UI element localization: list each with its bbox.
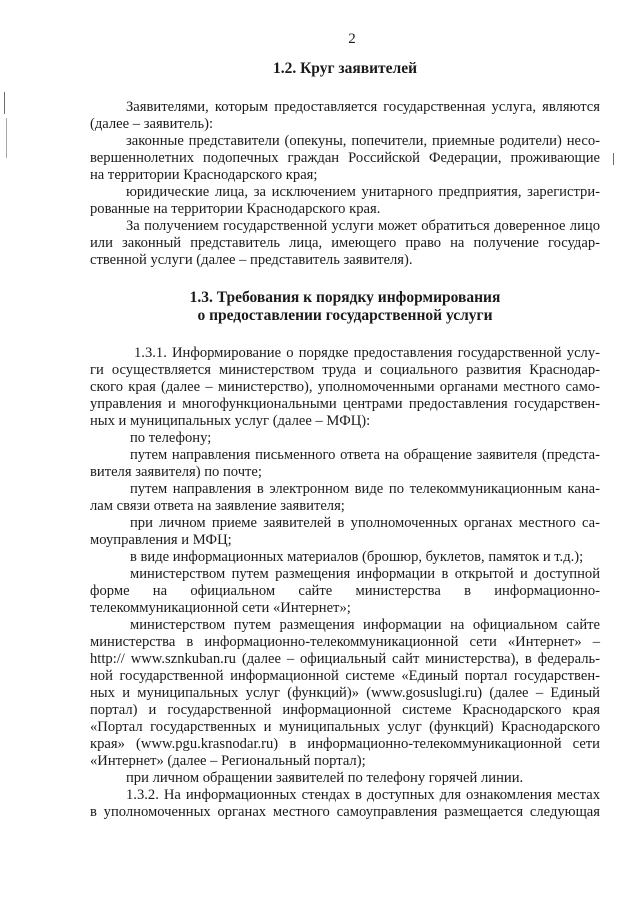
- paragraph-line: министерством путем размещения информации на официальном сайте: [130, 617, 600, 633]
- paragraph-line: «Портал государственных и муниципальных услуг (функций) Краснодарского: [90, 719, 600, 735]
- paragraph-line: края» (www.pgu.krasnodar.ru) в информационно-телекоммуникационной сети: [90, 736, 600, 752]
- paragraph-line: ных и муниципальных услуг (функций)» (www.gosuslugi.ru) (далее – Единый: [90, 685, 600, 701]
- paragraph-line: ных и муниципальных услуг (далее – МФЦ):: [90, 413, 371, 429]
- paragraph-line: на территории Краснодарского края;: [90, 167, 318, 183]
- paragraph-line: вителя заявителя) по почте;: [90, 464, 262, 480]
- paragraph-line: http:// www.sznkuban.ru (далее – официальный сайт министерства), в федераль-: [90, 651, 600, 667]
- paragraph-line: в виде информационных материалов (брошюр, буклетов, памяток и т.д.);: [130, 549, 584, 565]
- scan-edge-mark-right: [613, 153, 614, 165]
- paragraph-line: лам связи ответа на заявление заявителя;: [90, 498, 345, 514]
- paragraph-line: по телефону;: [130, 430, 212, 446]
- scan-edge-mark-left: [4, 92, 5, 114]
- paragraph-line: министерством путем размещения информации в открытой и доступной: [130, 566, 600, 582]
- paragraph-line: ственной услуги (далее – представитель заявителя).: [90, 252, 413, 268]
- paragraph-line: путем направления в электронном виде по телекоммуникационным кана-: [130, 481, 600, 497]
- paragraph-line: или законный представитель лица, имеющего право на получение государ-: [90, 235, 600, 251]
- paragraph-line: законные представители (опекуны, попечители, приемные родители) несо-: [126, 133, 600, 149]
- paragraph-line: рованные на территории Краснодарского края.: [90, 201, 381, 217]
- paragraph-line: юридические лица, за исключением унитарного предприятия, зарегистри-: [126, 184, 600, 200]
- paragraph-line: портал) и государственной информационной системе Краснодарского края: [90, 702, 600, 718]
- paragraph-line: при личном приеме заявителей в уполномоченных органах местного са-: [130, 515, 600, 531]
- paragraph-line: управления и многофункциональными центрами предоставления государствен-: [90, 396, 600, 412]
- paragraph-line: За получением государственной услуги может обратиться доверенное лицо: [126, 218, 600, 234]
- paragraph-line: путем направления письменного ответа на обращение заявителя (предста-: [130, 447, 600, 463]
- paragraph-line: министерства в информационно-телекоммуникационной сети «Интернет» –: [90, 634, 600, 650]
- paragraph-line: вершеннолетних подопечных граждан Российской Федерации, проживающие: [90, 150, 600, 166]
- paragraph-line: телекоммуникационной сети «Интернет»;: [90, 600, 351, 616]
- scan-edge-mark-left-2: [6, 118, 7, 158]
- paragraph-line: при личном обращении заявителей по телефону горячей линии.: [126, 770, 524, 786]
- paragraph-line: моуправления и МФЦ;: [90, 532, 232, 548]
- paragraph-line: Заявителями, которым предоставляется государственная услуга, являются: [126, 99, 600, 115]
- page-number: 2: [348, 31, 356, 47]
- section-heading-1-3-line1: 1.3. Требования к порядку информирования: [189, 289, 501, 306]
- paragraph-line: «Интернет» (далее – Региональный портал);: [90, 753, 366, 769]
- section-heading-1-2: 1.2. Круг заявителей: [272, 60, 418, 77]
- paragraph-line: форме на официальном сайте министерства в информационно-: [90, 583, 600, 599]
- paragraph-line: 1.3.1. Информирование о порядке предоставления государственной услу-: [134, 345, 600, 361]
- paragraph-line: ги осуществляется министерством труда и социального развития Краснодар-: [90, 362, 600, 378]
- section-heading-1-3-line2: о предоставлении государственной услуги: [197, 307, 493, 324]
- paragraph-line: ского края (далее – министерство), уполномоченными органами местного само-: [90, 379, 600, 395]
- paragraph-line: 1.3.2. На информационных стендах в доступных для ознакомления местах: [126, 787, 600, 803]
- paragraph-line: (далее – заявитель):: [90, 116, 214, 132]
- paragraph-line: в уполномоченных органах местного самоуправления размещается следующая: [90, 804, 600, 820]
- paragraph-line: ной государственной информационной системе «Единый портал государствен-: [90, 668, 600, 684]
